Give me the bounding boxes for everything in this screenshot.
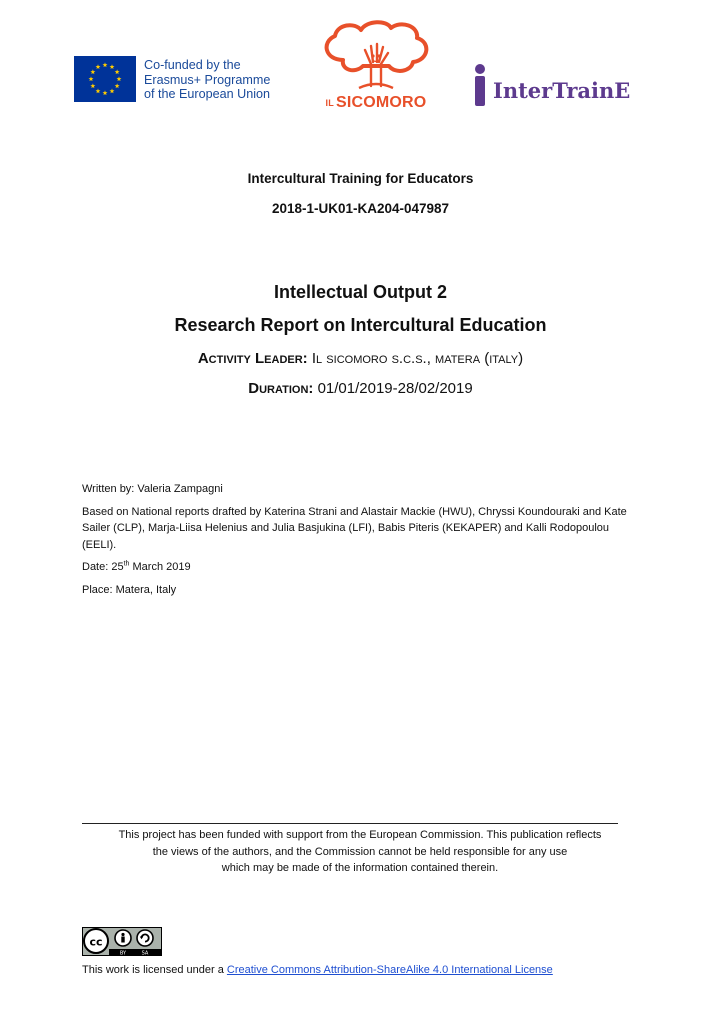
activity-leader-line: [0, 350, 721, 367]
svg-text:cc: cc: [89, 935, 103, 949]
sicomoro-name: SICOMORO: [335, 94, 427, 111]
place-line: Place: Matera, Italy: [82, 583, 177, 596]
disclaimer-line: the views of the authors, and the Commission cannot be held responsible for any use: [152, 845, 568, 858]
footer-divider: [82, 823, 618, 824]
eu-cofunded-text: [144, 58, 294, 102]
sicomoro-tree-icon: [315, 20, 437, 94]
duration-label: Duration:: [248, 380, 314, 397]
person-icon: [471, 62, 491, 112]
date-suffix-ordinal: th: [123, 560, 130, 568]
disclaimer-line: which may be made of the information contained therein.: [221, 862, 499, 874]
activity-leader-value: Il sicomoro s.c.s., matera (italy): [311, 350, 524, 367]
eu-text-line: Co-funded by the: [144, 58, 241, 72]
based-on-text: Based on National reports drafted by Katerina Strani and Alastair Mackie (HWU), Chryssi Koundouraki and Kate Sailer (CLP), Marja-Liisa Helenius and Julia Basjukina (LFI), Babis Piteris (KEKAPER) and Kalli Rodopoulou (EELI).: [82, 505, 627, 551]
project-title: Intercultural Training for Educators: [247, 171, 474, 186]
output-title: Intellectual Output 2: [273, 282, 447, 302]
license-prefix: This work is licensed under a: [82, 964, 227, 976]
duration-value: 01/01/2019-28/02/2019: [317, 380, 473, 397]
intertraine-logo: [471, 62, 631, 112]
funding-disclaimer: [60, 827, 660, 877]
cc-sa-label: SA: [141, 950, 149, 956]
date-suffix: March 2019: [129, 561, 191, 573]
activity-leader-label: Activity Leader:: [197, 350, 308, 367]
duration-line: [0, 380, 721, 397]
intertraine-wordmark: InterTrainE: [493, 78, 631, 103]
output-subtitle: Research Report on Intercultural Education: [174, 315, 547, 335]
sicomoro-logo: [315, 20, 437, 115]
project-code: 2018-1-UK01-KA204-047987: [271, 201, 450, 216]
date-line: [82, 559, 642, 576]
disclaimer-line: This project has been funded with support from the European Commission. This publication reflects: [118, 829, 602, 841]
credits-section: [82, 481, 642, 598]
cc-by-sa-badge-icon: [82, 927, 162, 956]
eu-text-line: Erasmus+ Programme: [144, 72, 271, 87]
date-prefix: Date: 25: [82, 561, 124, 573]
cc-by-label: BY: [119, 950, 127, 956]
license-link[interactable]: Creative Commons Attribution-ShareAlike 4.0 International License: [226, 964, 553, 976]
sicomoro-prefix: IL: [325, 97, 334, 108]
eu-cofunded-logo: [74, 56, 286, 106]
license-line: [82, 964, 553, 976]
written-by: Written by: Valeria Zampagni: [82, 483, 223, 495]
eu-flag-icon: [74, 56, 136, 102]
eu-text-line: of the European Union: [144, 87, 271, 101]
sicomoro-wordmark: [315, 94, 437, 112]
